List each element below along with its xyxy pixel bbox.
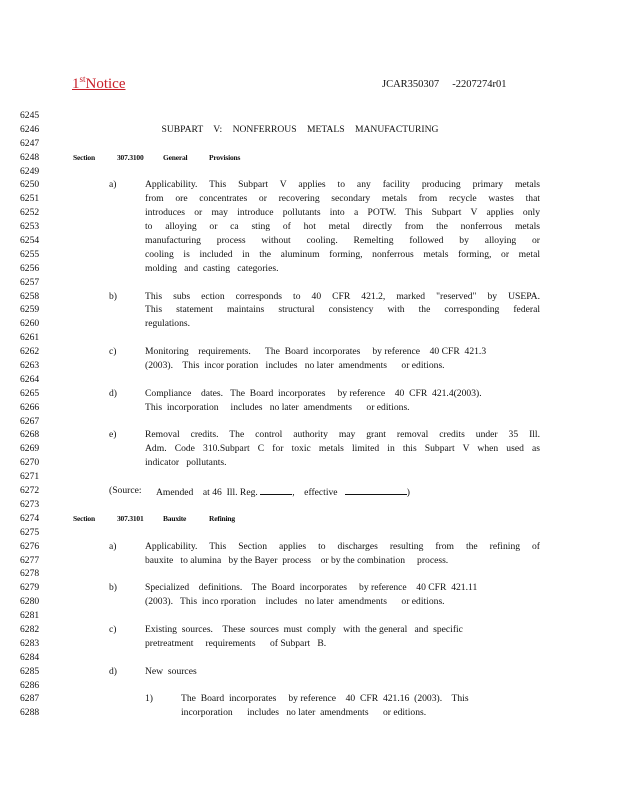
line-number: 6276 <box>20 540 40 552</box>
item-text: Compliance dates. The Board incorporates by reference 40 CFR 421.4(2003). <box>145 387 482 399</box>
item-text: This subs ection corresponds to 40 CFR 421.2, marked "reserved" by USEPA. <box>145 290 540 302</box>
line-number: 6281 <box>20 610 40 622</box>
section-label: Section <box>73 513 95 523</box>
item-text: molding and casting categories. <box>145 262 279 274</box>
item-text: Removal credits. The control authority may grant removal credits under 35 Ill. <box>145 429 540 441</box>
document-line <box>20 512 600 526</box>
notice-heading: 1stNotice <box>72 74 126 92</box>
document-line <box>20 665 600 679</box>
line-number: 6278 <box>20 568 40 580</box>
document-line <box>20 137 600 151</box>
document-line <box>20 290 600 304</box>
line-number: 6286 <box>20 679 40 691</box>
item-label: a) <box>109 179 117 191</box>
item-label: d) <box>109 387 117 399</box>
item-label: a) <box>109 540 117 552</box>
document-line <box>20 415 600 429</box>
subitem-text: incorporation includes no later amendments or editions. <box>181 707 427 719</box>
line-number: 6279 <box>20 582 40 594</box>
section-label: Section <box>73 152 95 162</box>
item-text: Monitoring requirements. The Board incorporates by reference 40 CFR 421.3 <box>145 346 487 358</box>
item-text: cooling is included in the aluminum forming, nonferrous metals forming, or metal <box>145 248 540 260</box>
item-text: (2003). This incor poration includes no later amendments or editions. <box>145 360 445 372</box>
document-line <box>20 706 600 720</box>
item-text: from ore concentrates or recovering secondary metals from recycle wastes that <box>145 193 540 205</box>
document-line <box>20 554 600 568</box>
line-number: 6268 <box>20 429 40 441</box>
document-line <box>20 345 600 359</box>
line-number: 6284 <box>20 651 40 663</box>
document-line <box>20 581 600 595</box>
document-line <box>20 165 600 179</box>
line-number: 6263 <box>20 360 40 372</box>
document-line <box>20 567 600 581</box>
line-number: 6269 <box>20 443 40 455</box>
document-line <box>20 206 600 220</box>
document-line <box>20 317 600 331</box>
line-number: 6267 <box>20 415 40 427</box>
line-number: 6270 <box>20 457 40 469</box>
item-text: regulations. <box>145 318 191 330</box>
subitem-label: 1) <box>145 693 153 705</box>
document-line <box>20 401 600 415</box>
item-text: Specialized definitions. The Board incorporates by reference 40 CFR 421.11 <box>145 582 478 594</box>
document-line <box>20 470 600 484</box>
line-number: 6272 <box>20 485 40 497</box>
line-number: 6264 <box>20 373 40 385</box>
item-text: Adm. Code 310.Subpart C for toxic metals limited in this Subpart V when used as <box>145 443 540 455</box>
line-number: 6261 <box>20 332 40 344</box>
document-line <box>20 303 600 317</box>
source-text: Amended at 46 Ill. Reg. <box>156 487 261 499</box>
document-line <box>20 248 600 262</box>
document-line <box>20 220 600 234</box>
document-line <box>20 178 600 192</box>
document-line <box>20 442 600 456</box>
line-number: 6252 <box>20 207 40 219</box>
item-text: This statement maintains structural consistency with the corresponding federal <box>145 304 540 316</box>
item-text: Applicability. This Subpart V applies to any facility producing primary metals <box>145 179 540 191</box>
document-line <box>20 651 600 665</box>
document-line <box>20 234 600 248</box>
line-number: 6262 <box>20 346 40 358</box>
line-number: 6285 <box>20 665 40 677</box>
document-line <box>20 456 600 470</box>
section-title-word: Refining <box>209 513 235 523</box>
document-line <box>20 192 600 206</box>
item-text: (2003). This inco rporation includes no later amendments or editions. <box>145 596 445 608</box>
document-line <box>20 526 600 540</box>
section-title-word: Provisions <box>209 152 241 162</box>
blank-line <box>260 484 292 495</box>
item-label: b) <box>109 290 117 302</box>
item-text: New sources <box>145 665 197 677</box>
document-line <box>20 679 600 693</box>
line-number: 6254 <box>20 235 40 247</box>
item-label: b) <box>109 582 117 594</box>
document-line <box>20 428 600 442</box>
item-label: c) <box>109 623 117 635</box>
line-number: 6273 <box>20 498 40 510</box>
item-label: d) <box>109 665 117 677</box>
line-number: 6245 <box>20 110 40 121</box>
line-number: 6246 <box>20 123 40 135</box>
line-number: 6253 <box>20 221 40 233</box>
line-number: 6275 <box>20 526 40 538</box>
document-line <box>20 373 600 387</box>
line-number: 6258 <box>20 290 40 302</box>
document-line <box>20 109 600 123</box>
document-line <box>20 387 600 401</box>
item-text: pretreatment requirements of Subpart B. <box>145 637 327 649</box>
item-text: to alloying or ca sting of hot metal directly from the nonferrous metals <box>145 221 540 233</box>
line-number: 6266 <box>20 401 40 413</box>
document-line <box>20 262 600 276</box>
document-line <box>20 595 600 609</box>
document-body <box>20 109 600 720</box>
subitem-text: The Board incorporates by reference 40 CFR 421.16 (2003). This <box>181 693 469 705</box>
line-number: 6247 <box>20 137 40 149</box>
line-number: 6255 <box>20 248 40 260</box>
line-number: 6282 <box>20 623 40 635</box>
document-line <box>20 484 600 498</box>
blank-line <box>345 484 407 495</box>
line-number: 6256 <box>20 262 40 274</box>
line-number: 6259 <box>20 304 40 316</box>
document-line <box>20 540 600 554</box>
document-line <box>20 498 600 512</box>
item-text: Applicability. This Section applies to discharges resulting from the refining of <box>145 540 540 552</box>
item-label: e) <box>109 429 117 441</box>
line-number: 6260 <box>20 318 40 330</box>
item-text: introduces or may introduce pollutants into a POTW. This Subpart V applies only <box>145 207 540 219</box>
document-line <box>20 692 600 706</box>
line-number: 6274 <box>20 512 40 524</box>
item-label: c) <box>109 346 117 358</box>
item-text: manufacturing process without cooling. Remelting followed by alloying or <box>145 235 540 247</box>
document-line <box>20 359 600 373</box>
line-number: 6287 <box>20 693 40 705</box>
document-line <box>20 623 600 637</box>
item-text: Existing sources. These sources must comply with the general and specific <box>145 623 463 635</box>
item-text: indicator pollutants. <box>145 457 227 469</box>
document-line <box>20 123 600 137</box>
document-line <box>20 331 600 345</box>
line-number: 6251 <box>20 193 40 205</box>
document-line <box>20 276 600 290</box>
line-number: 6271 <box>20 471 40 483</box>
line-number: 6288 <box>20 707 40 719</box>
line-number: 6265 <box>20 387 40 399</box>
section-number: 307.3100 <box>117 152 144 162</box>
item-text: This incorporation includes no later amendments or editions. <box>145 401 410 413</box>
document-line <box>20 637 600 651</box>
section-title-word: General <box>163 152 188 162</box>
line-number: 6257 <box>20 276 40 288</box>
section-number: 307.3101 <box>117 513 144 523</box>
source-label: (Source: <box>109 485 142 497</box>
subpart-heading: SUBPART V: NONFERROUS METALS MANUFACTURING <box>161 123 439 135</box>
line-number: 6248 <box>20 151 40 163</box>
line-number: 6283 <box>20 637 40 649</box>
item-text: bauxite to alumina by the Bayer process or by the combination process. <box>145 554 449 566</box>
document-line <box>20 609 600 623</box>
line-number: 6280 <box>20 596 40 608</box>
document-number: JCAR350307 -2207274r01 <box>382 79 507 90</box>
line-number: 6277 <box>20 554 40 566</box>
source-effective: , effective <box>292 487 345 499</box>
line-number: 6249 <box>20 165 40 177</box>
section-title-word: Bauxite <box>163 513 187 523</box>
document-line <box>20 151 600 165</box>
line-number: 6250 <box>20 179 40 191</box>
source-close: ) <box>406 487 410 499</box>
